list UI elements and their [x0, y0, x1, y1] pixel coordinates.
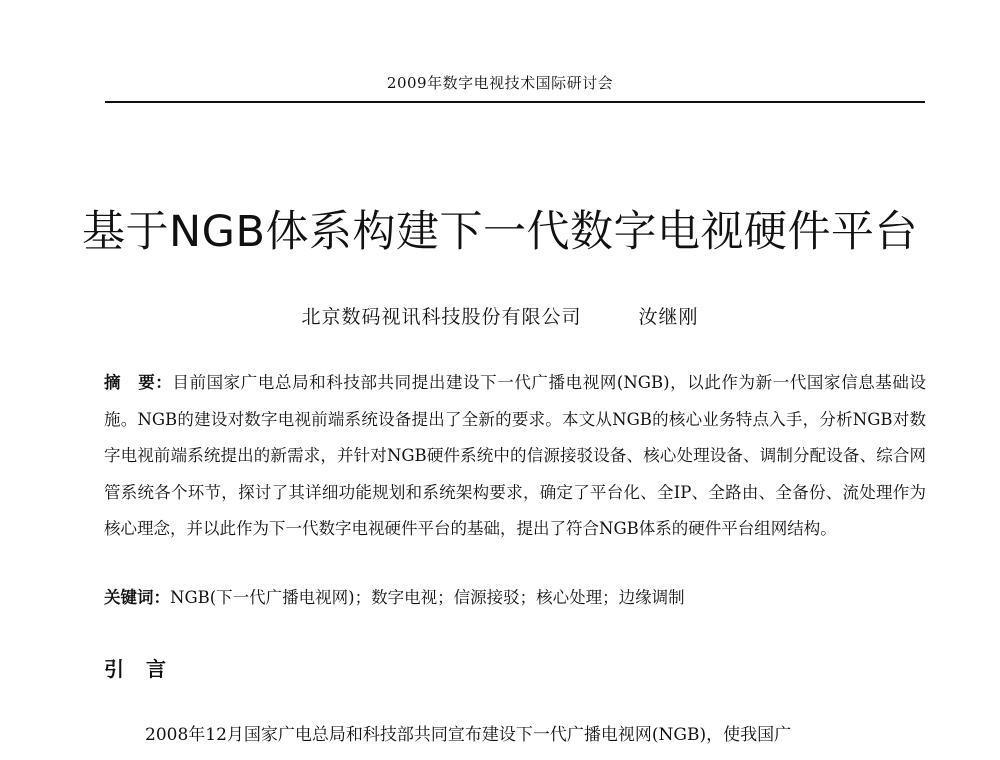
abstract: [104, 365, 926, 548]
keywords-label: 关键词：: [104, 588, 170, 607]
body-paragraph: 2008年12月国家广电总局和科技部共同宣布建设下一代广播电视网(NGB)，使我国广: [145, 725, 792, 745]
abstract-label: 摘 要：: [104, 373, 173, 392]
abstract-text: 目前国家广电总局和科技部共同提出建设下一代广播电视网(NGB)，以此作为新一代国家信息基础设施。NGB的建设对数字电视前端系统设备提出了全新的要求。本文从NGB的核心业务特点入手，分析NGB对数字电视前端系统提出的新需求，并针对NGB硬件系统中的信源接驳设备、核心处理设备、调制分配设备、综合网管系统各个环节，探讨了其详细功能规划和系统架构要求，确定了平台化、全IP、全路由、全备份、流处理作为核心理念，并以此作为下一代数字电视硬件平台的基础，提出了符合NGB体系的硬件平台组网结构。: [104, 373, 926, 538]
byline: [0, 302, 1000, 329]
keywords-text: NGB(下一代广播电视网)；数字电视；信源接驳；核心处理；边缘调制: [170, 588, 685, 607]
section-heading: 引言: [104, 657, 188, 681]
header-rule: [105, 101, 925, 103]
author: 汝继刚: [638, 306, 699, 328]
paper-title: 基于NGB体系构建下一代数字电视硬件平台: [82, 207, 918, 257]
running-header: 2009年数字电视技术国际研讨会: [386, 74, 614, 92]
keywords: [104, 583, 926, 613]
affiliation: 北京数码视讯科技股份有限公司: [301, 306, 582, 328]
